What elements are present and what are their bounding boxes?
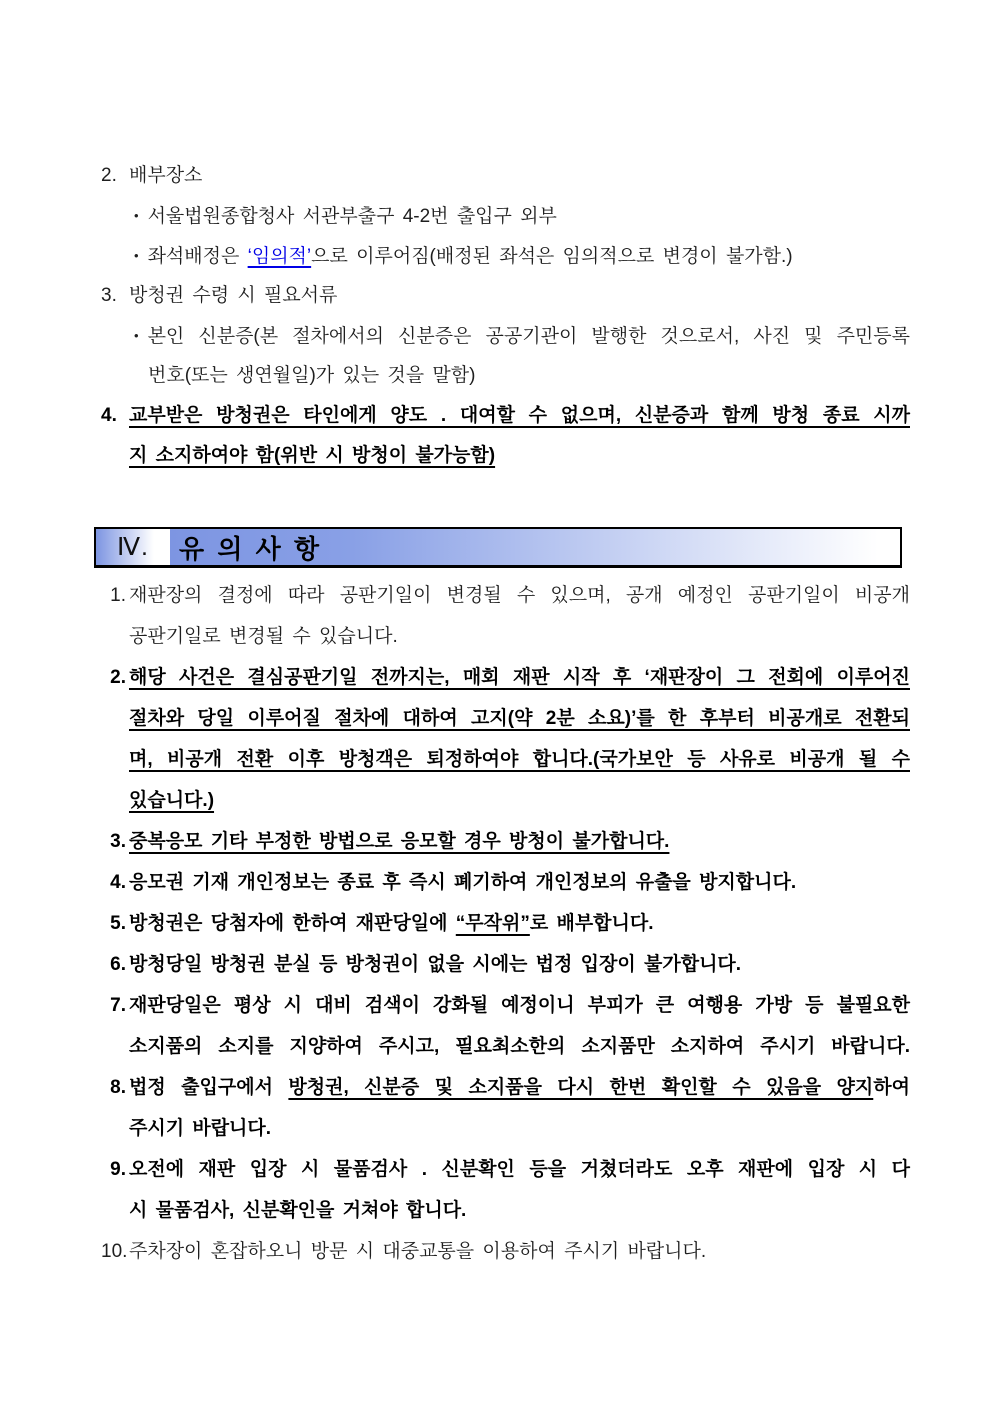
item-text: 시 물품검사, 신분확인을 거쳐야 합니다. — [129, 1200, 467, 1221]
item-number — [101, 356, 126, 396]
list-item — [101, 944, 910, 985]
item-number — [101, 780, 126, 821]
item-text: 지 소지하여야 함(위반 시 방청이 불가능함) — [129, 445, 496, 466]
item-number: 9. — [110, 1159, 126, 1180]
list-item — [101, 316, 910, 356]
item-text: 주시기 바랍니다. — [129, 1118, 272, 1139]
bullet-icon: • — [134, 208, 139, 223]
item-text: 배부장소 — [129, 165, 203, 186]
list-item — [101, 1231, 910, 1272]
item-number — [101, 1026, 126, 1067]
notice-list — [0, 575, 992, 1272]
item-number — [101, 1108, 126, 1149]
text-segment: 본인 신분증(본 절차에서의 신분증은 공공기관이 발행한 것으로서, 사진 및 주민등록 — [147, 326, 910, 347]
item-number: 8. — [110, 1077, 126, 1098]
list-item — [101, 739, 910, 780]
bullet-icon: • — [134, 328, 139, 343]
item-text: 응모권 기재 개인정보는 종료 후 즉시 폐기하여 개인정보의 유출을 방지합니다. — [129, 872, 797, 893]
text-segment: 법정 출입구에서 — [129, 1077, 289, 1098]
item-text: 재판당일은 평상 시 대비 검색이 강화될 예정이니 부피가 큰 여행용 가방 등 불필요한 — [129, 995, 910, 1016]
item-number: 7. — [110, 995, 126, 1016]
item-number: 6. — [110, 954, 126, 975]
item-number: 4. — [110, 872, 126, 893]
text-segment-underlined: 방청권, 신분증 및 소지품을 다시 한번 확인할 수 있음을 양지 — [288, 1077, 874, 1098]
item-number: 10. — [101, 1241, 128, 1262]
item-number — [101, 236, 126, 276]
item-number: 4. — [101, 405, 117, 426]
list-item — [101, 396, 910, 436]
list-item — [101, 985, 910, 1026]
list-item — [101, 1149, 910, 1190]
list-item — [101, 1026, 910, 1067]
list-item — [101, 698, 910, 739]
list-item — [101, 616, 910, 657]
item-text: 재판장의 결정에 따라 공판기일이 변경될 수 있으며, 공개 예정인 공판기일이 비공개 — [129, 585, 910, 606]
section-title: 유 의 사 항 — [170, 529, 900, 565]
item-number — [101, 739, 126, 780]
item-text: 중복응모 기타 부정한 방법으로 응모할 경우 방청이 불가합니다. — [129, 831, 670, 852]
item-text: 주차장이 혼잡하오니 방문 시 대중교통을 이용하여 주시기 바랍니다. — [129, 1241, 707, 1262]
list-item — [101, 436, 910, 476]
list-item — [101, 156, 910, 196]
text-segment-underlined: “무작위” — [455, 913, 530, 934]
item-text: 절차와 당일 이루어질 절차에 대하여 고지(약 2분 소요)’를 한 후부터 비공개로 전환되 — [129, 708, 910, 729]
text-segment: 좌석배정은 — [147, 246, 248, 267]
item-number — [101, 698, 126, 739]
item-text: 소지품의 소지를 지양하여 주시고, 필요최소한의 소지품만 소지하여 주시기 바랍니다. — [129, 1036, 910, 1057]
item-text: 며, 비공개 전환 이후 방청객은 퇴정하여야 합니다.(국가보안 등 사유로 비공개 될 수 — [129, 749, 910, 770]
random-seating-link: ‘임의적’ — [247, 246, 312, 267]
item-number — [101, 196, 126, 236]
item-text: 있습니다.) — [129, 790, 215, 811]
list-item — [101, 862, 910, 903]
bullet-icon: • — [134, 248, 139, 263]
item-text: 공판기일로 변경될 수 있습니다. — [129, 626, 398, 647]
top-margin — [0, 0, 992, 156]
item-text — [129, 903, 910, 944]
list-item — [101, 1108, 910, 1149]
section-4-header — [94, 527, 902, 568]
item-number — [101, 1190, 126, 1231]
text-segment: 서울법원종합청사 서관부출구 4-2번 출입구 외부 — [147, 206, 557, 227]
list-item — [101, 903, 910, 944]
list-item — [101, 356, 910, 396]
item-number: 3. — [110, 831, 126, 852]
item-number: 1. — [110, 585, 126, 606]
item-text — [129, 236, 910, 276]
list-item — [101, 821, 910, 862]
list-item — [101, 1067, 910, 1108]
item-text: 해당 사건은 결심공판기일 전까지는, 매회 재판 시작 후 ‘재판장이 그 전회에 이루어진 — [129, 667, 910, 688]
item-number: 3. — [101, 285, 117, 306]
list-item — [101, 276, 910, 316]
item-number: 2. — [101, 165, 117, 186]
item-text: 교부받은 방청권은 타인에게 양도 . 대여할 수 없으며, 신분증과 함께 방청 종료 시까 — [129, 405, 910, 426]
ticket-distribution-list — [0, 156, 992, 476]
item-text: 방청권 수령 시 필요서류 — [129, 285, 338, 306]
item-number — [101, 436, 126, 476]
item-number — [101, 316, 126, 356]
item-text: 오전에 재판 입장 시 물품검사 . 신분확인 등을 거쳤더라도 오후 재판에 입장 시 다 — [129, 1159, 910, 1180]
item-text — [129, 1067, 910, 1108]
text-segment: 로 배부합니다. — [529, 913, 654, 934]
list-item — [101, 1190, 910, 1231]
section-numeral: Ⅳ. — [96, 529, 170, 565]
item-text — [129, 196, 910, 236]
item-number: 2. — [110, 667, 126, 688]
item-text — [129, 316, 910, 356]
list-item — [101, 780, 910, 821]
list-item — [101, 236, 910, 276]
list-item — [101, 196, 910, 236]
text-segment: 으로 이루어짐(배정된 좌석은 임의적으로 변경이 불가함.) — [311, 246, 793, 267]
item-number — [101, 616, 126, 657]
list-item — [101, 657, 910, 698]
item-text: 번호(또는 생연월일)가 있는 것을 말함) — [148, 365, 476, 386]
list-item — [101, 575, 910, 616]
item-number: 5. — [110, 913, 126, 934]
text-segment: 하여 — [873, 1077, 910, 1098]
text-segment: 방청권은 당첨자에 한하여 재판당일에 — [129, 913, 456, 934]
item-text: 방청당일 방청권 분실 등 방청권이 없을 시에는 법정 입장이 불가합니다. — [129, 954, 742, 975]
